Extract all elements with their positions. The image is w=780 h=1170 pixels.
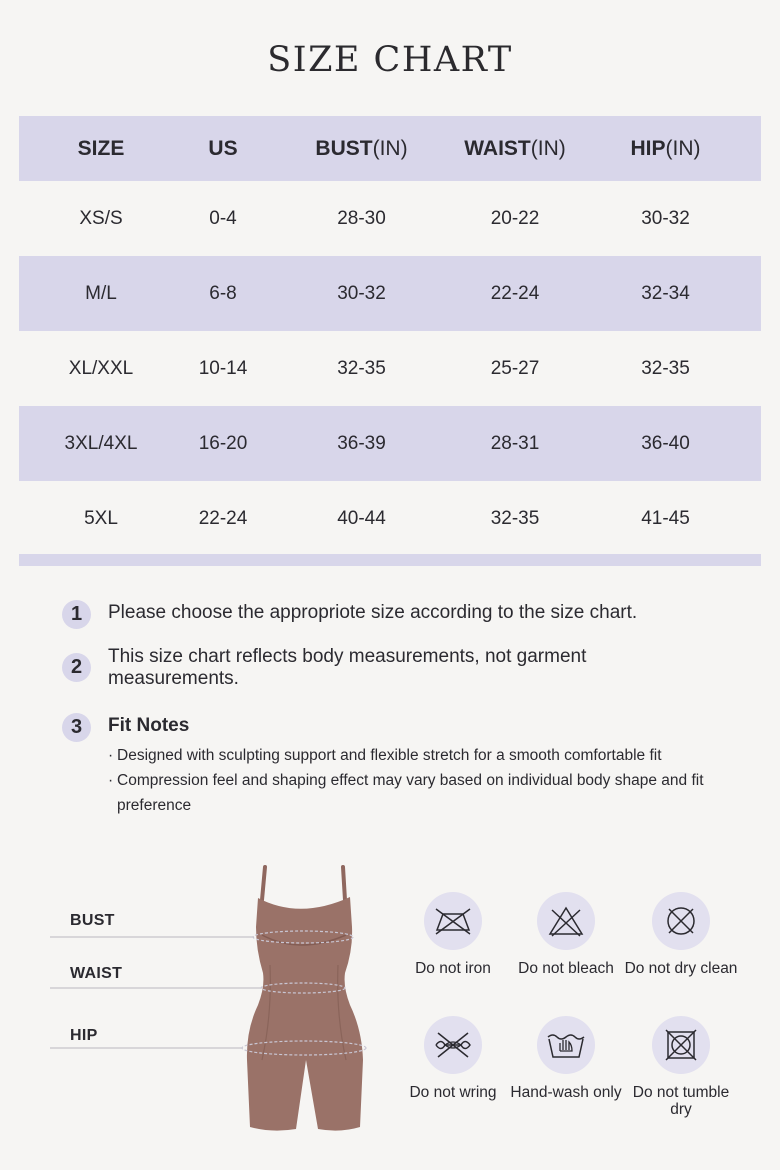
cell-size: M/L bbox=[85, 282, 117, 304]
table-header-row bbox=[19, 116, 761, 181]
no-tumble-dry-icon bbox=[652, 1016, 710, 1074]
care-label: Do not dry clean bbox=[624, 960, 738, 977]
care-hand-wash bbox=[506, 1016, 626, 1101]
care-instructions bbox=[400, 888, 760, 1148]
care-label: Do not bleach bbox=[518, 960, 614, 977]
cell-waist: 32-35 bbox=[490, 507, 540, 529]
note-3 bbox=[62, 713, 189, 742]
care-no-tumble-dry bbox=[621, 1016, 741, 1118]
fit-notes-list bbox=[108, 743, 758, 818]
note-1 bbox=[62, 600, 637, 629]
care-no-iron bbox=[393, 892, 513, 977]
list-item: · Designed with sculpting support and flexible stretch for a smooth comfortable fit bbox=[108, 747, 662, 764]
table-row bbox=[19, 256, 761, 331]
no-bleach-icon bbox=[537, 892, 595, 950]
cell-hip: 41-45 bbox=[641, 507, 690, 529]
size-table bbox=[19, 116, 761, 566]
bust-label: BUST bbox=[70, 912, 115, 929]
cell-hip: 36-40 bbox=[641, 432, 690, 454]
cell-size: 5XL bbox=[84, 507, 118, 529]
cell-waist: 20-22 bbox=[490, 207, 540, 229]
page-title: SIZE CHART bbox=[267, 40, 513, 80]
header-waist: WAIST(IN) bbox=[464, 136, 566, 160]
cell-us: 0-4 bbox=[209, 207, 237, 229]
header-size: SIZE bbox=[77, 136, 125, 160]
cell-waist: 25-27 bbox=[490, 357, 540, 379]
cell-bust: 30-32 bbox=[337, 282, 386, 304]
no-iron-icon bbox=[424, 892, 482, 950]
note-2 bbox=[62, 646, 668, 690]
cell-waist: 22-24 bbox=[490, 282, 540, 304]
table-row bbox=[19, 481, 761, 556]
note-text: This size chart reflects body measurements, not garment measurements. bbox=[108, 646, 587, 689]
no-dry-clean-icon bbox=[652, 892, 710, 950]
cell-size: 3XL/4XL bbox=[64, 432, 138, 454]
hand-wash-icon bbox=[537, 1016, 595, 1074]
cell-bust: 28-30 bbox=[337, 207, 386, 229]
number-badge: 2 bbox=[62, 653, 91, 682]
cell-us: 16-20 bbox=[198, 432, 248, 454]
table-footer-band bbox=[19, 554, 761, 566]
bodysuit-illustration bbox=[0, 855, 400, 1155]
cell-us: 6-8 bbox=[209, 282, 237, 304]
header-bust: BUST(IN) bbox=[315, 136, 408, 160]
note-text: Please choose the appropriote size according to the size chart. bbox=[108, 602, 638, 623]
cell-us: 10-14 bbox=[198, 357, 248, 379]
care-label: Do not iron bbox=[415, 960, 491, 977]
cell-hip: 30-32 bbox=[641, 207, 690, 229]
number-badge: 1 bbox=[62, 600, 91, 629]
header-hip: HIP(IN) bbox=[630, 136, 701, 160]
care-no-wring bbox=[393, 1016, 513, 1101]
cell-hip: 32-34 bbox=[641, 282, 690, 304]
care-label: Do not wring bbox=[409, 1084, 497, 1101]
cell-bust: 36-39 bbox=[337, 432, 386, 454]
cell-waist: 28-31 bbox=[490, 432, 540, 454]
cell-bust: 40-44 bbox=[337, 507, 386, 529]
no-wring-icon bbox=[424, 1016, 482, 1074]
cell-size: XS/S bbox=[79, 207, 123, 229]
table-row bbox=[19, 181, 761, 256]
waist-label: WAIST bbox=[70, 965, 123, 982]
cell-bust: 32-35 bbox=[337, 357, 386, 379]
table-row bbox=[19, 406, 761, 481]
care-label: Hand-wash only bbox=[510, 1084, 622, 1101]
list-item: · Compression feel and shaping effect may vary based on individual body shape and fit preference bbox=[108, 772, 704, 814]
care-no-dry-clean bbox=[621, 892, 741, 977]
header-us: US bbox=[208, 136, 238, 160]
hip-label: HIP bbox=[70, 1027, 98, 1044]
cell-us: 22-24 bbox=[198, 507, 248, 529]
number-badge: 3 bbox=[62, 713, 91, 742]
care-no-bleach bbox=[506, 892, 626, 977]
fit-notes-title: Fit Notes bbox=[108, 715, 190, 736]
measurement-figure bbox=[0, 855, 400, 1155]
table-row bbox=[19, 331, 761, 406]
cell-size: XL/XXL bbox=[68, 357, 134, 379]
cell-hip: 32-35 bbox=[641, 357, 690, 379]
care-label: Do not tumble dry bbox=[632, 1084, 730, 1118]
